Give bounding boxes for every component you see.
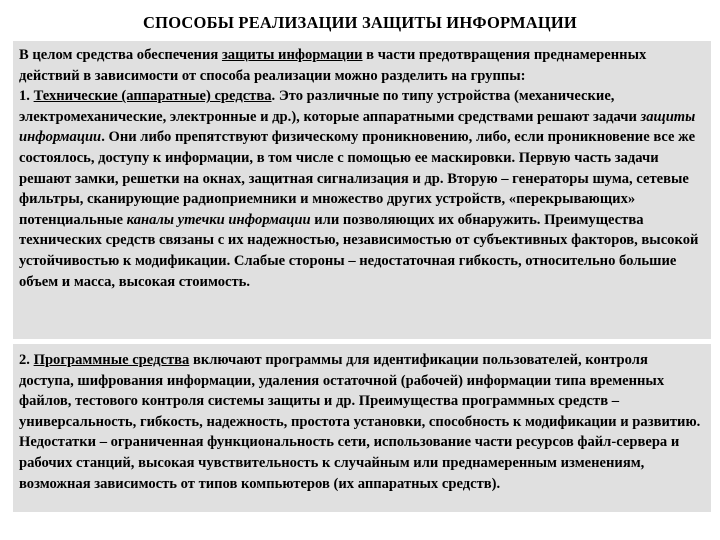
term-leak-channels: каналы утечки информации (126, 211, 311, 228)
technical-text-end: или позволяющих их обнаружить. Преимущества технических средств связаны с их надежностью, независимостью от субъективных факторов, высокой устойчивостью к модификации. Слабые стороны – недостаточная гибкость, относительно большие объем и масса, высокая стоимость. (19, 211, 699, 290)
paragraph-technical (19, 45, 705, 292)
paragraph-software (19, 350, 705, 494)
term-italic-information-protection: защиты информации (19, 108, 696, 146)
item-number-1: 1. (19, 88, 34, 105)
intro-text-cont: в части предотвращения преднамеренных действий в зависимости от способа реализации можно разделить на группы: (19, 47, 647, 84)
technical-text-cont: . Они либо препятствуют физическому проникновению, либо, если проникновение все же состоялось, доступу к информации, в том числе с помощью ее маскировки. Первую часть задачи решают замки, решетки на окнах, защитная сигнализация и др. Вторую – генераторы шума, сетевые фильтры, сканирующие радиоприемники и множество других устройств, «перекрывающих» потенциальные (19, 129, 696, 228)
term-software-means: Программные средства (33, 352, 190, 368)
text-block-technical (13, 41, 711, 339)
text-block-software (13, 344, 711, 512)
term-information-protection: защиты информации (221, 47, 363, 63)
slide-title: СПОСОБЫ РЕАЛИЗАЦИИ ЗАЩИТЫ ИНФОРМАЦИИ (143, 13, 577, 32)
item-number-2: 2. (19, 352, 34, 368)
technical-text: . Это различные по типу устройства (механические, электромеханические, электронные и др.), которые аппаратными средствами решают задачи (19, 88, 641, 125)
intro-text: В целом средства обеспечения (19, 47, 222, 63)
software-text: включают программы для идентификации пользователей, контроля доступа, шифрования информации, удаления остаточной (рабочей) информации типа временных файлов, тестового контроля системы защиты и др. Преимущества программных средств – универсальность, гибкость, надежность, простота установки, способность к модификации и развитию. Недостатки – ограниченная функциональность сети, использование части ресурсов файл-сервера и рабочих станций, высокая чувствительность к случайным или преднамеренным изменениям, возможная зависимость от типов компьютеров (их аппаратных средств). (19, 352, 701, 492)
term-hardware-means: Технические (аппаратные) средства (33, 88, 272, 105)
